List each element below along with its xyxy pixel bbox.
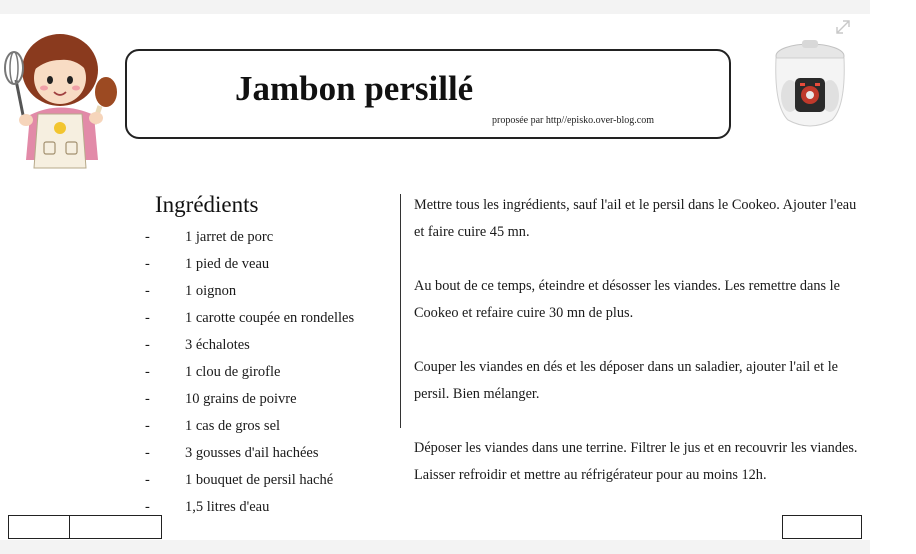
bullet-dash: -: [145, 229, 150, 245]
top-strip: [0, 0, 870, 14]
cookeo-cooker-illustration: [762, 36, 858, 132]
ingredient-text: 1 jarret de porc: [185, 229, 274, 245]
expand-icon[interactable]: [834, 18, 852, 36]
bullet-dash: -: [145, 364, 150, 380]
ingredient-text: 1 oignon: [185, 283, 237, 299]
bullet-dash: -: [145, 256, 150, 272]
control-separator: [69, 516, 70, 538]
bullet-dash: -: [145, 391, 150, 407]
bullet-dash: -: [145, 445, 150, 461]
bottom-right-control[interactable]: [782, 515, 862, 539]
bullet-dash: -: [145, 337, 150, 353]
ingredient-text: 3 échalotes: [185, 337, 250, 353]
bullet-dash: -: [145, 283, 150, 299]
ingredient-text: 10 grains de poivre: [185, 391, 297, 407]
ingredient-text: 1 cas de gros sel: [185, 418, 281, 434]
bullet-dash: -: [145, 418, 150, 434]
ingredient-text: 3 gousses d'ail hachées: [185, 445, 319, 461]
bullet-dash: -: [145, 499, 150, 515]
instruction-step: Déposer les viandes dans une terrine. Filtrer le jus et en recouvrir les viandes. Laisser refroidir et mettre au réfrigérateur pour au moins 12h.: [414, 440, 858, 483]
ingredient-text: 1 carotte coupée en rondelles: [185, 310, 355, 326]
chef-illustration: [2, 20, 122, 170]
bullet-dash: -: [145, 310, 150, 326]
ingredient-text: 1 pied de veau: [185, 256, 270, 272]
recipe-credit: proposée par http//episko.over-blog.com: [492, 115, 654, 126]
instruction-step: Couper les viandes en dés et les déposer dans un saladier, ajouter l'ail et le persil. Bien mélanger.: [414, 359, 839, 402]
ingredient-text: 1 bouquet de persil haché: [185, 472, 334, 488]
right-margin: [870, 0, 916, 554]
bottom-left-control[interactable]: [8, 515, 162, 539]
bottom-strip: [0, 540, 870, 554]
ingredient-text: 1 clou de girofle: [185, 364, 281, 380]
title-box: [125, 49, 731, 139]
bullet-dash: -: [145, 472, 150, 488]
column-divider: [400, 194, 401, 428]
ingredient-text: 1,5 litres d'eau: [185, 499, 270, 515]
instructions: [414, 192, 864, 516]
recipe-title: Jambon persillé: [235, 69, 474, 108]
instruction-step: Au bout de ce temps, éteindre et désosser les viandes. Les remettre dans le Cookeo et refaire cuire 30 mn de plus.: [414, 278, 840, 321]
ingredients-heading: Ingrédients: [155, 192, 259, 217]
instruction-step: Mettre tous les ingrédients, sauf l'ail et le persil dans le Cookeo. Ajouter l'eau et faire cuire 45 mn.: [414, 197, 857, 240]
